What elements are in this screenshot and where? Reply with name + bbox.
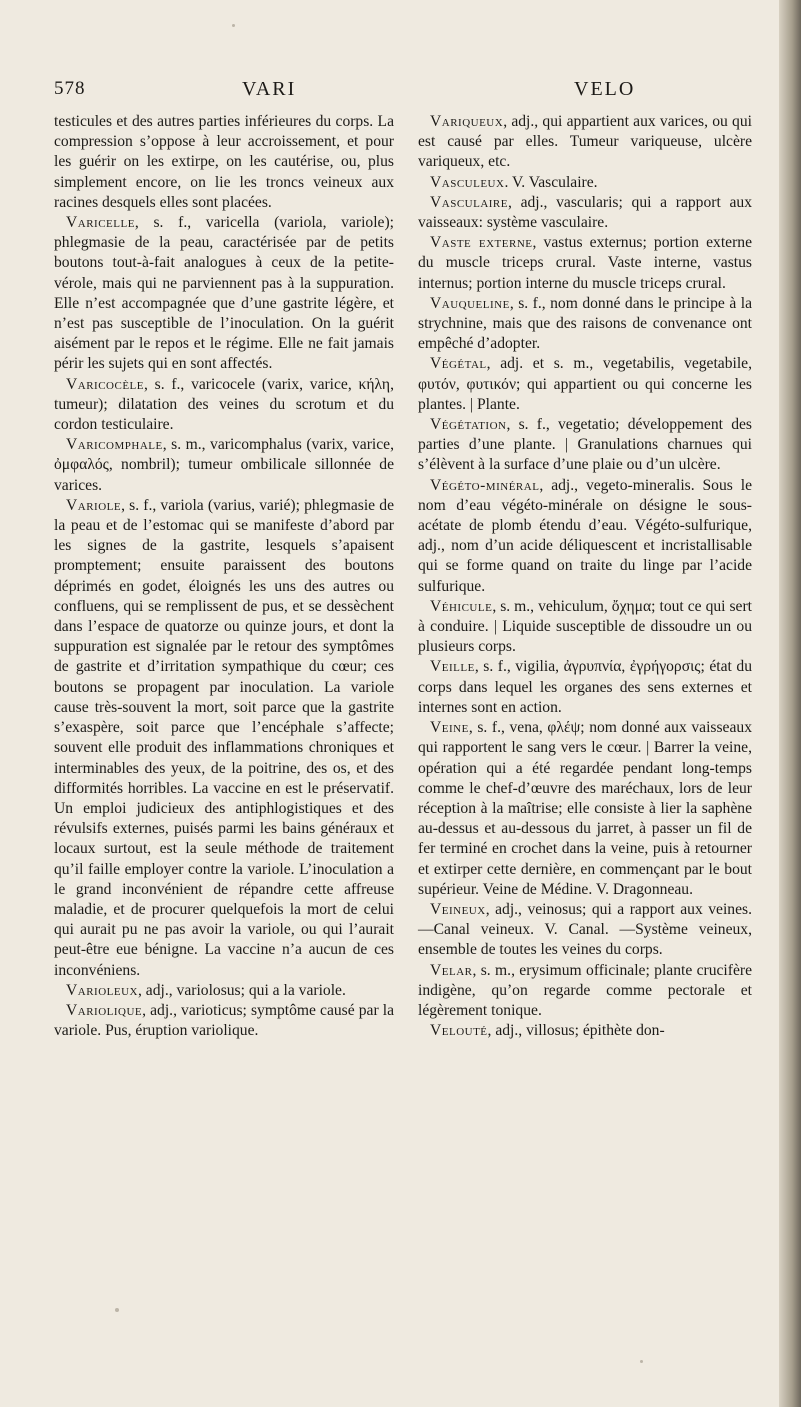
headword: Veine bbox=[430, 719, 469, 737]
headword: Variqueux bbox=[430, 113, 504, 130]
dictionary-entry-vegeto-mineral: Végéto-minéral, adj., vegeto-mineralis. Sous le nom d’eau végéto-minérale on désigne le sous-acétate de plomb étendu d’eau. Végéto-sulfurique, adj., nom d’un acide déliquescent et incristallisable qui se forme quand on traite du linge par l’acide sulfurique. bbox=[418, 476, 752, 595]
dictionary-entry-variolique: Variolique, adj., varioticus; symptôme causé par la variole. Pus, éruption variolique. bbox=[54, 1001, 394, 1040]
headword: Varicelle bbox=[66, 214, 135, 232]
headword: Variolique bbox=[66, 1001, 143, 1019]
headword: Vaste externe bbox=[430, 234, 533, 252]
running-header bbox=[42, 78, 762, 108]
dictionary-entry-veloute: Velouté, adj., villosus; épithète don- bbox=[430, 1022, 665, 1040]
left-column bbox=[54, 112, 394, 1041]
headword: Velouté bbox=[430, 1022, 488, 1040]
headword: Varioleux bbox=[66, 981, 138, 999]
dictionary-entry-vasculeux: Vasculeux. V. Vasculaire. bbox=[430, 173, 598, 191]
dictionary-entry-varicomphale: Varicomphale, s. m., varicomphalus (varix, varice, ὀμφαλός, nombril); tumeur ombilicale sillonnée de varices. bbox=[54, 436, 394, 494]
dictionary-entry-varicelle: Varicelle, s. f., varicella (variola, variole); phlegmasie de la peau, caractérisée par de petits boutons tout-à-fait analogues à ceux de la petite-vérole, mais qui ne parviennent pas à la suppuration. Elle n’est accompagnée que d’une gastrite légère, et n’est pas susceptible de l’inoculation. On la guérit aisément par le repos et le régime. Elle ne fait jamais périr les sujets qui en sont affectés. bbox=[54, 214, 394, 373]
right-column bbox=[418, 112, 752, 1041]
headword: Varicomphale bbox=[66, 436, 163, 454]
headword: Végéto-minéral bbox=[430, 476, 540, 494]
dictionary-entry-veille: Veille, s. f., vigilia, ἀγρυπνία, ἐγρήγορσις; état du corps dans lequel les organes des sens externes et internes sont en action. bbox=[418, 658, 752, 716]
left-running-head: VARI bbox=[242, 78, 297, 100]
headword: Végétation bbox=[430, 416, 507, 434]
right-running-head: VELO bbox=[574, 78, 636, 100]
headword: Vasculaire bbox=[430, 193, 508, 211]
dictionary-entry-vauqueline: Vauqueline, s. f., nom donné dans le principe à la strychnine, mais que des raisons de convenance ont empêché d’adopter. bbox=[418, 294, 752, 353]
dictionary-entry-vasculaire: Vasculaire, adj., vascularis; qui a rapport aux vaisseaux: système vasculaire. bbox=[418, 193, 752, 232]
dictionary-entry-vegetal: Végétal, adj. et s. m., vegetabilis, vegetabile, φυτόν, φυτικόν; qui appartient ou qui concerne les plantes. | Plante. bbox=[418, 355, 752, 413]
dictionary-entry-veine: Veine, s. f., vena, φλέψ; nom donné aux vaisseaux qui rapportent le sang vers le cœur. | Barrer la veine, opération qui a été regardée pendant long-temps comme le chef-d’œuvre des maréchaux, lors de leur réception à la maîtrise; elle consiste à lier la saphène au-dessus et au-dessous du jarret, à passer un fil de fer terminé en crochet dans la veine, puis à retourner et extirper cette dernière, en commençant par le bout supérieur. Veine de Médine. V. Dragonneau. bbox=[418, 719, 752, 898]
dictionary-entry-variqueux: Variqueux, adj., qui appartient aux varices, ou qui est causé par elles. Tumeur variqueuse, ulcère variqueux, etc. bbox=[418, 113, 752, 171]
headword: Végétal bbox=[430, 355, 487, 373]
dictionary-entry-velar: Velar, s. m., erysimum officinale; plante crucifère indigène, qu’on regarde comme pectorale et légèrement tonique. bbox=[418, 961, 752, 1019]
paper-speck bbox=[232, 24, 235, 27]
dictionary-entry-variole: Variole, s. f., variola (varius, varié); phlegmasie de la peau et de l’estomac qui se manifeste d’abord par les signes de la gastrite, lesquels s’apaisent promptement; ensuite paraissent des boutons déprimés en godet, éloignés les uns des autres ou confluens, qui se remplissent de pus, et se dessèchent dans l’espace de quatorze ou quinze jours, et dont la suppuration est signalée par le retour des symptômes de gastrite et d’irritation sympathique du cœur; ces boutons se propagent par inoculation. La variole cause très-souvent la mort, soit parce que la gastrite s’exaspère, soit parce que l’encéphale s’affecte; souvent elle produit des inflammations chroniques et interminables des yeux, de la poitrine, des os, et des difformités horribles. La vaccine en est le préservatif. Un emploi judicieux des antiphlogistiques et des révulsifs externes, puisés parmi les bains généraux et locaux surtout, est la seule méthode de traitement qu’il faille employer contre la variole. L’inoculation a le grand inconvénient de répandre cette affreuse maladie, et de procurer quelquefois la mort de celui qui aurait pu ne pas avoir la variole, ou qui l’aurait peut-être eue bénigne. La vaccine n’a aucun de ces inconvéniens. bbox=[54, 496, 394, 979]
page-edge-shadow bbox=[779, 0, 801, 1407]
headword: Veille bbox=[430, 658, 475, 676]
headword: Véhicule bbox=[430, 597, 493, 615]
paper-speck bbox=[640, 1360, 643, 1363]
dictionary-entry-vaste: Vaste externe, vastus externus; portion externe du muscle triceps crural. Vaste interne, vastus internus; portion interne du muscle triceps crural. bbox=[418, 234, 752, 292]
dictionary-entry-varicocele: Varicocèle, s. f., varicocele (varix, varice, κήλη, tumeur); dilatation des veines du scrotum et du cordon testiculaire. bbox=[54, 375, 394, 434]
page-number: 578 bbox=[54, 78, 86, 99]
dictionary-entry-varioleux: Varioleux, adj., variolosus; qui a la variole. bbox=[66, 981, 346, 999]
headword: Varicocèle bbox=[66, 375, 144, 393]
dictionary-entry-vegetation: Végétation, s. f., vegetatio; développement des parties d’une plante. | Granulations charnues qui s’élèvent à la surface d’une plaie ou d’un ulcère. bbox=[418, 416, 752, 474]
headword: Veineux bbox=[430, 900, 486, 918]
headword: Velar bbox=[430, 961, 473, 979]
dictionary-entry: testicules et des autres parties inférieures du corps. La compression s’oppose à leur accroissement, et pour les guérir on les extirpe, on les cautérise, ou, plus simplement encore, on lie les troncs veineux aux racines desquels elles sont placées. bbox=[54, 113, 394, 211]
headword: Vauqueline bbox=[430, 294, 510, 312]
headword: Variole bbox=[66, 496, 122, 514]
headword: Vasculeux bbox=[430, 173, 505, 191]
dictionary-entry-vehicule: Véhicule, s. m., vehiculum, ὄχημα; tout ce qui sert à conduire. | Liquide susceptible de dissoudre un ou plusieurs corps. bbox=[418, 597, 752, 656]
dictionary-entry-veineux: Veineux, adj., veinosus; qui a rapport aux veines.—Canal veineux. V. Canal. —Système veineux, ensemble de toutes les veines du corps. bbox=[418, 900, 752, 959]
paper-speck bbox=[115, 1308, 119, 1312]
